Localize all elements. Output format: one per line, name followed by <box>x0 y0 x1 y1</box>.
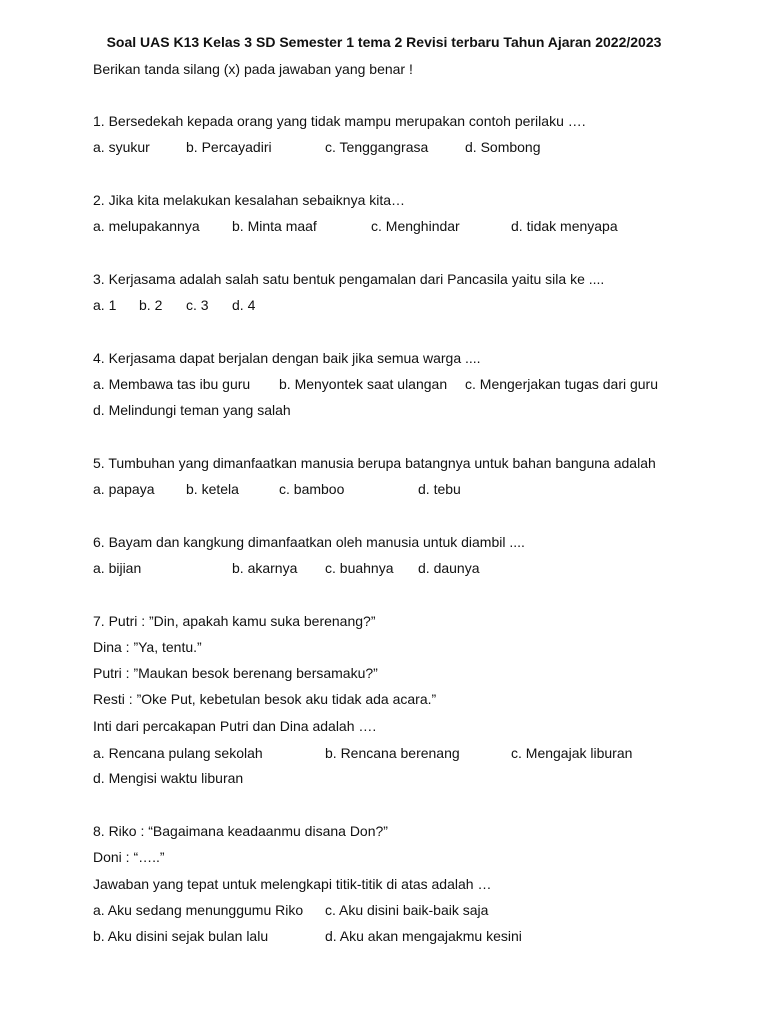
question-8-option-b[interactable]: b. Aku disini sejak bulan lalu <box>93 928 269 944</box>
question-8-text: Jawaban yang tepat untuk melengkapi titik-titik di atas adalah … <box>93 876 492 892</box>
question-8-option-d[interactable]: d. Aku akan mengajakmu kesini <box>325 928 522 944</box>
question-6-option-c[interactable]: c. buahnya <box>325 560 394 576</box>
question-8-dialog-line: Doni : “…..” <box>93 849 165 865</box>
question-5-option-d[interactable]: d. tebu <box>418 481 461 497</box>
question-3-option-d[interactable]: d. 4 <box>232 297 256 313</box>
instruction-text: Berikan tanda silang (x) pada jawaban yang benar ! <box>93 61 413 77</box>
question-3-option-b[interactable]: b. 2 <box>139 297 163 313</box>
question-7-dialog-line: 7. Putri : ”Din, apakah kamu suka berenang?” <box>93 613 376 629</box>
question-7-text: Inti dari percakapan Putri dan Dina adalah …. <box>93 718 377 734</box>
question-7-option-c[interactable]: c. Mengajak liburan <box>511 745 633 761</box>
question-1-option-d[interactable]: d. Sombong <box>465 139 541 155</box>
question-3-option-a[interactable]: a. 1 <box>93 297 117 313</box>
question-5-option-c[interactable]: c. bamboo <box>279 481 345 497</box>
question-6-option-b[interactable]: b. akarnya <box>232 560 298 576</box>
question-1-option-a[interactable]: a. syukur <box>93 139 150 155</box>
question-7-option-a[interactable]: a. Rencana pulang sekolah <box>93 745 263 761</box>
question-6-option-d[interactable]: d. daunya <box>418 560 480 576</box>
question-4-text: 4. Kerjasama dapat berjalan dengan baik jika semua warga .... <box>93 350 481 366</box>
document-title: Soal UAS K13 Kelas 3 SD Semester 1 tema 2 Revisi terbaru Tahun Ajaran 2022/2023 <box>106 34 662 50</box>
question-8-option-c[interactable]: c. Aku disini baik-baik saja <box>325 902 489 918</box>
question-7-option-d[interactable]: d. Mengisi waktu liburan <box>93 770 244 786</box>
question-3-option-c[interactable]: c. 3 <box>186 297 209 313</box>
question-2-option-c[interactable]: c. Menghindar <box>371 218 460 234</box>
question-2-option-a[interactable]: a. melupakannya <box>93 218 200 234</box>
question-4-option-a[interactable]: a. Membawa tas ibu guru <box>93 376 251 392</box>
question-2-option-b[interactable]: b. Minta maaf <box>232 218 317 234</box>
question-6-option-a[interactable]: a. bijian <box>93 560 142 576</box>
question-5-option-b[interactable]: b. ketela <box>186 481 239 497</box>
question-1-option-c[interactable]: c. Tenggangrasa <box>325 139 429 155</box>
question-2-text: 2. Jika kita melakukan kesalahan sebaiknya kita… <box>93 192 406 208</box>
question-5-text: 5. Tumbuhan yang dimanfaatkan manusia berupa batangnya untuk bahan banguna adalah <box>93 455 656 471</box>
question-4-option-d[interactable]: d. Melindungi teman yang salah <box>93 402 291 418</box>
question-1-text: 1. Bersedekah kepada orang yang tidak mampu merupakan contoh perilaku …. <box>93 113 586 129</box>
question-3-text: 3. Kerjasama adalah salah satu bentuk pengamalan dari Pancasila yaitu sila ke .... <box>93 271 605 287</box>
question-7-option-b[interactable]: b. Rencana berenang <box>325 745 460 761</box>
question-8-option-a[interactable]: a. Aku sedang menunggumu Riko <box>93 902 304 918</box>
question-7-dialog-line: Dina : ”Ya, tentu.” <box>93 639 202 655</box>
question-1-option-b[interactable]: b. Percayadiri <box>186 139 272 155</box>
question-2-option-d[interactable]: d. tidak menyapa <box>511 218 618 234</box>
question-8-dialog-line: 8. Riko : “Bagaimana keadaanmu disana Don?” <box>93 823 388 839</box>
question-4-option-c[interactable]: c. Mengerjakan tugas dari guru <box>465 376 658 392</box>
question-7-dialog-line: Resti : ”Oke Put, kebetulan besok aku tidak ada acara.” <box>93 691 437 707</box>
question-5-option-a[interactable]: a. papaya <box>93 481 155 497</box>
question-7-dialog-line: Putri : ”Maukan besok berenang bersamaku?” <box>93 665 378 681</box>
question-6-text: 6. Bayam dan kangkung dimanfaatkan oleh manusia untuk diambil .... <box>93 534 525 550</box>
question-4-option-b[interactable]: b. Menyontek saat ulangan <box>279 376 448 392</box>
